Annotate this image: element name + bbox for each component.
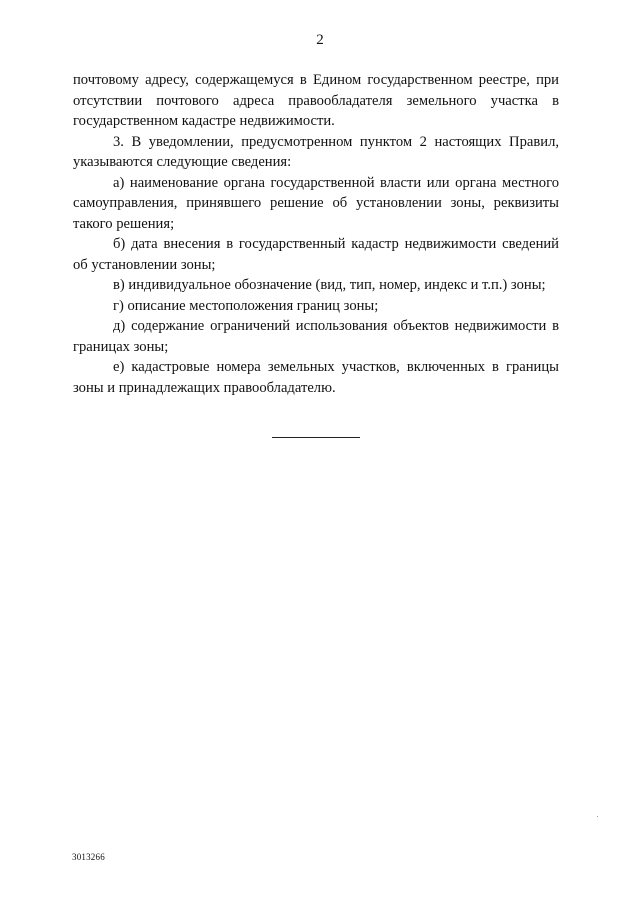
paragraph-item-d: д) содержание ограничений использования объектов недвижимости в границах зоны;: [73, 318, 559, 355]
scan-speck: [597, 816, 598, 817]
paragraph-item-b: б) дата внесения в государственный кадастр недвижимости сведений об установлении зоны;: [73, 236, 559, 273]
document-body: [73, 70, 559, 398]
paragraph-item-e: е) кадастровые номера земельных участков, включенных в границы зоны и принадлежащих правообладателю.: [73, 359, 559, 396]
paragraph-item-g: г) описание местоположения границ зоны;: [113, 297, 379, 314]
page-number: 2: [316, 32, 324, 48]
paragraph-item-v: в) индивидуальное обозначение (вид, тип, номер, индекс и т.п.) зоны;: [113, 277, 546, 293]
document-code: 3013266: [72, 852, 105, 862]
paragraph-item-3: 3. В уведомлении, предусмотренном пунктом 2 настоящих Правил, указываются следующие сведения:: [73, 133, 559, 170]
end-separator-line: [272, 437, 360, 438]
paragraph-continuation: почтовому адресу, содержащемуся в Едином государственном реестре, при отсутствии почтового адреса правообладателя земельного участка в государственном кадастре недвижимости.: [73, 72, 559, 129]
paragraph-item-a: а) наименование органа государственной власти или органа местного самоуправления, принявшего решение об установлении зоны, реквизиты такого решения;: [73, 174, 559, 232]
